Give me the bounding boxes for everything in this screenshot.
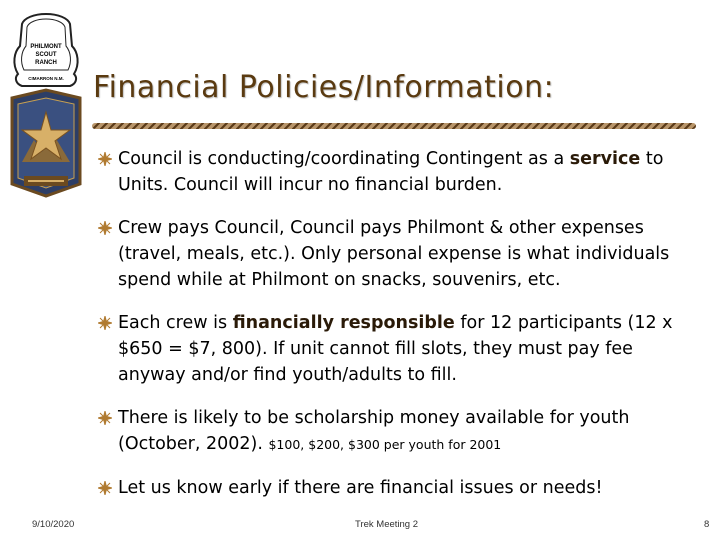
footer-center-text: Trek Meeting 2 [355,519,419,530]
patch-line-2: SCOUT [35,52,57,58]
rope-divider [92,122,696,130]
bullet-text: Each crew is [118,313,233,333]
contingent-badge-icon [12,90,80,196]
bullet-item [98,215,698,293]
logo [6,12,86,200]
slide-title: Financial Policies/Information: [93,70,555,105]
patch-line-3: RANCH [35,60,57,66]
bullet-item [98,310,698,388]
bullet-list [98,146,698,518]
patch-line-4: CIMARRON N.M. [28,76,64,81]
bullet-text: There is likely to be scholarship money available for youth (October, 2002). [118,408,630,454]
star-bullet-icon [98,221,112,235]
star-bullet-icon [98,316,112,330]
bullet-item [98,475,698,501]
footer-page-number: 8 [704,519,710,530]
patch-line-1: PHILMONT [30,44,62,50]
bullet-text: Crew pays Council, Council pays Philmont & other expenses (travel, meals, etc.). Only personal expense is what individuals spend while at Philmont on snacks, souvenirs, etc. [118,218,670,290]
bullet-item [98,405,698,458]
bullet-text: to Units. Council will incur no financial burden. [118,149,664,195]
bullet-emphasis: financially responsible [232,313,455,333]
bullet-text: Council is conducting/coordinating Contingent as a [118,149,570,169]
bullet-text: Let us know early if there are financial issues or needs! [118,478,603,498]
bullet-text: for 12 participants (12 x $650 = $7, 800). If unit cannot fill slots, they must pay fee anyway and/or find youth/adults to fill. [118,313,673,385]
star-bullet-icon [98,481,112,495]
star-bullet-icon [98,411,112,425]
bullet-note: $100, $200, $300 per youth for 2001 [268,437,502,452]
footer-date: 9/10/2020 [32,519,75,530]
bullet-emphasis: service [569,149,641,169]
star-bullet-icon [98,152,112,166]
philmont-patch-icon [6,12,86,200]
bullet-item [98,146,698,198]
